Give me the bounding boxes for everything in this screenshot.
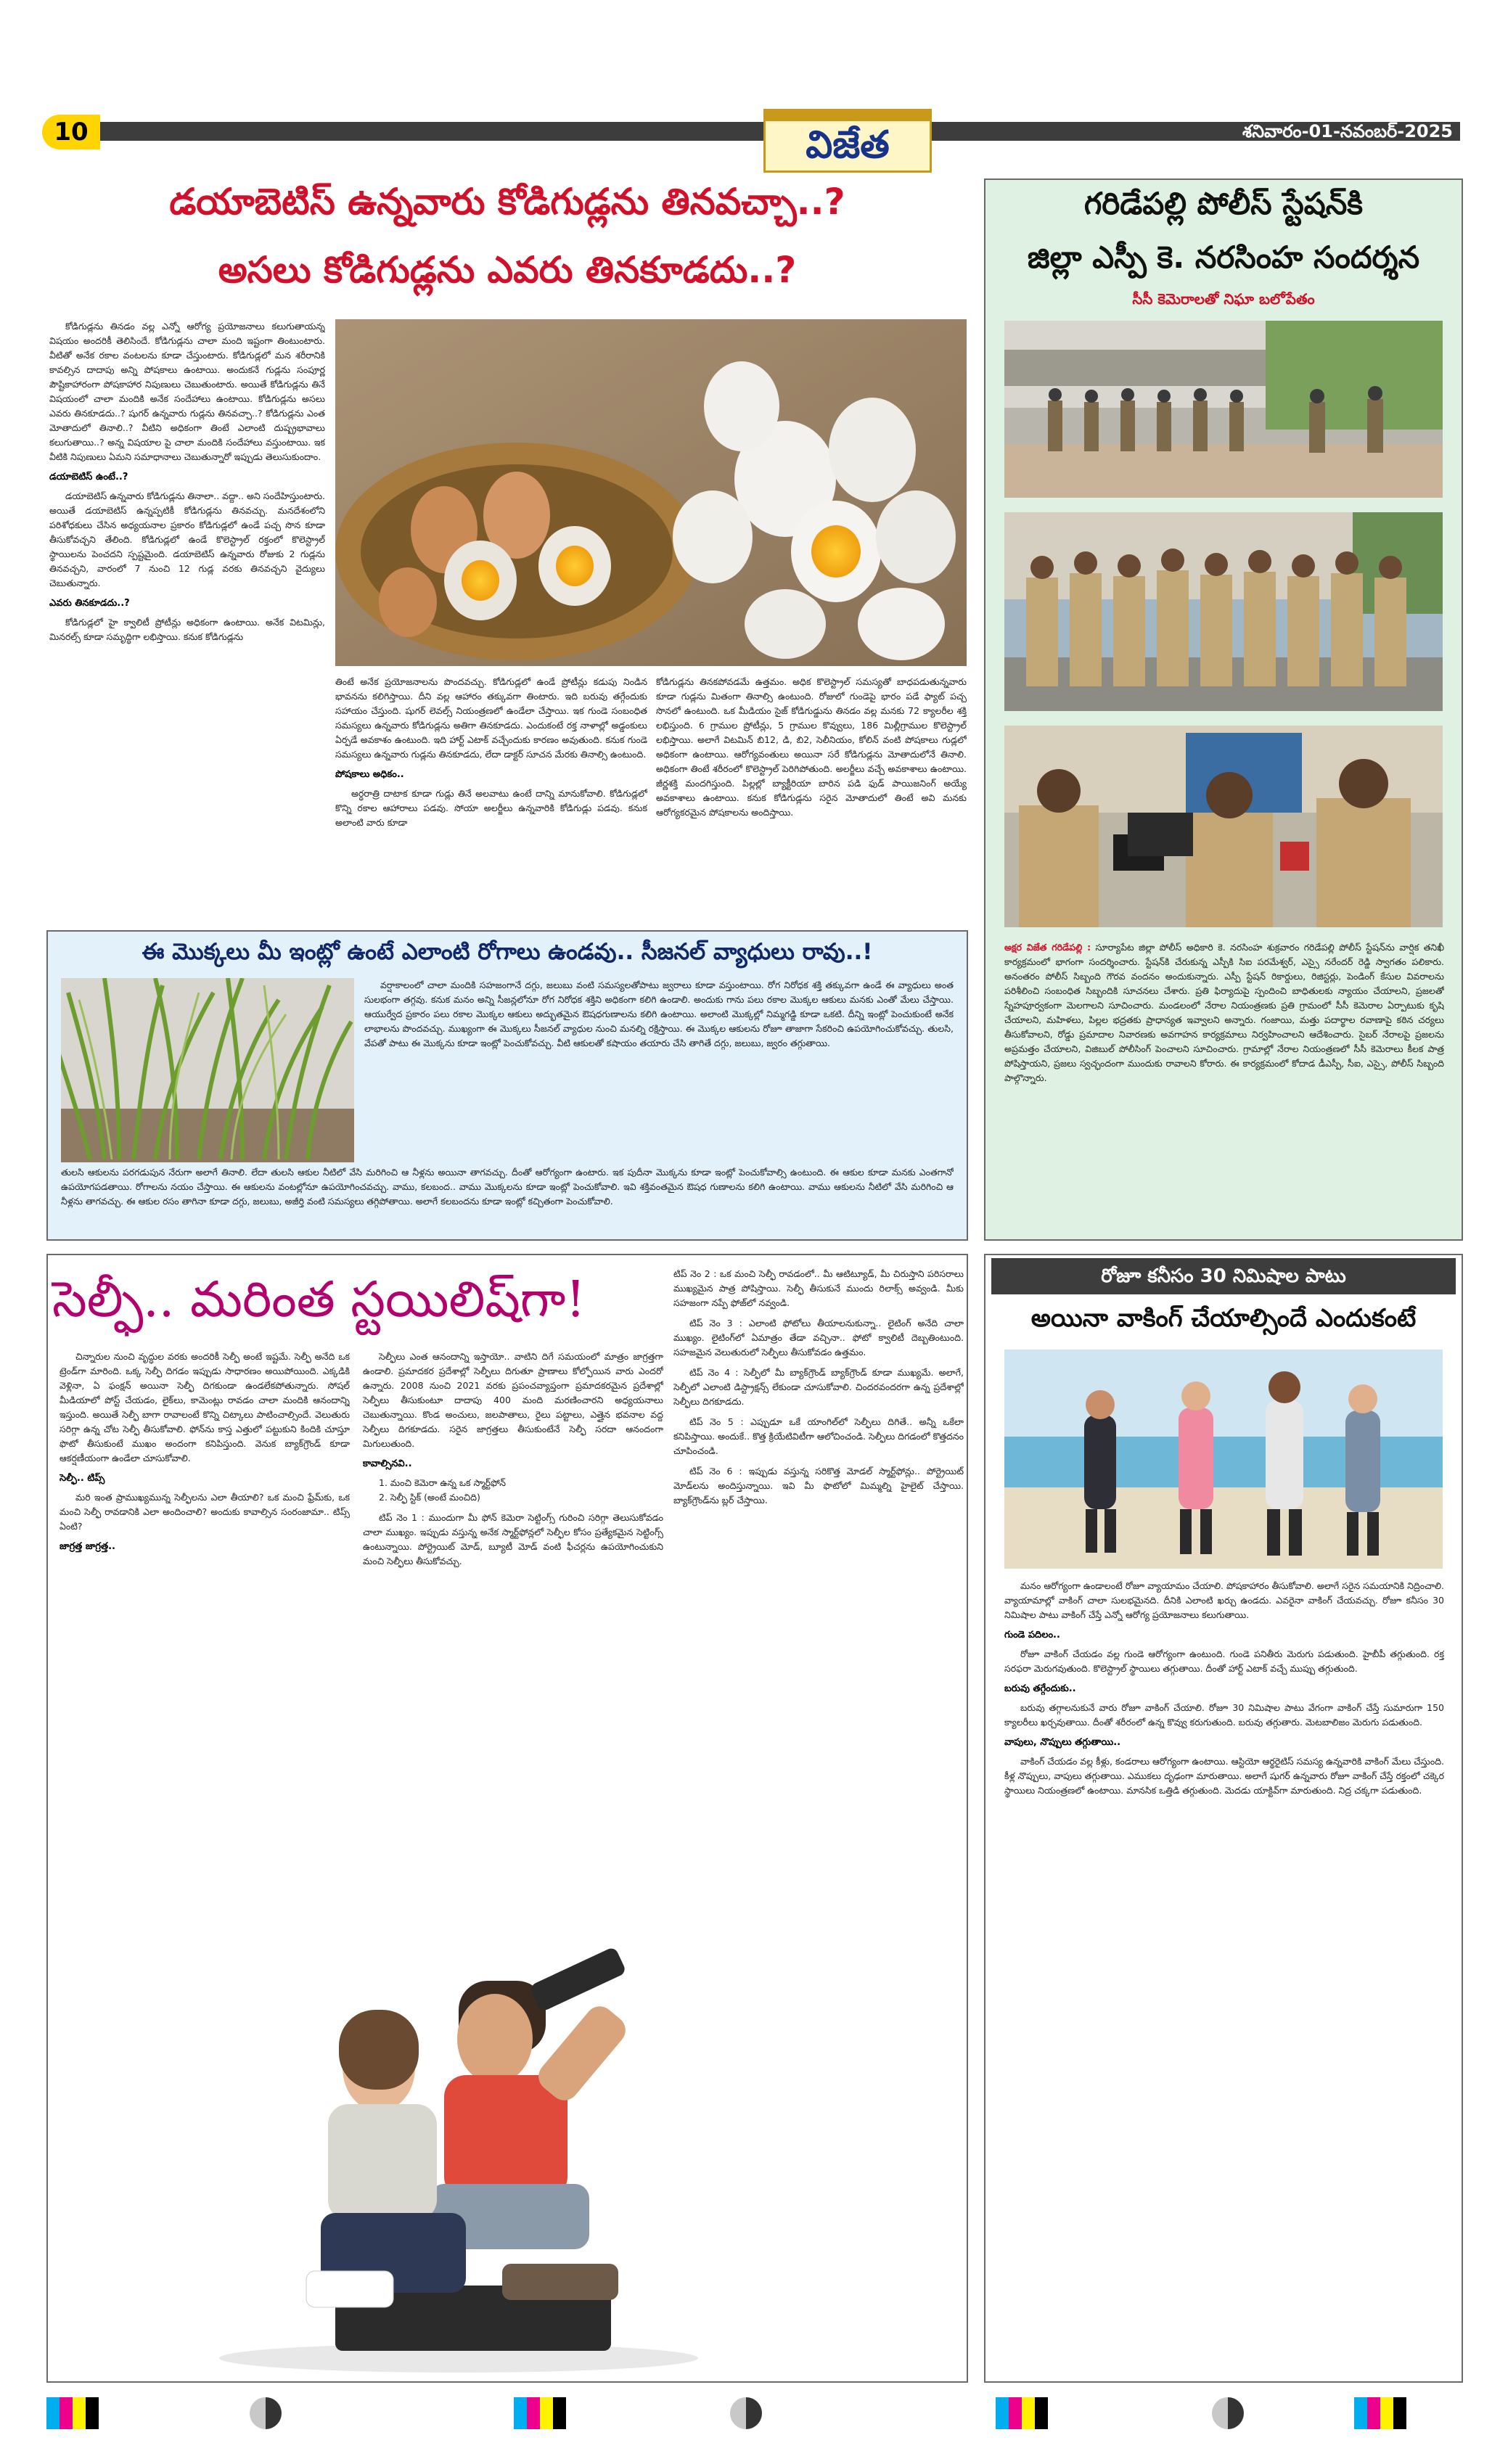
egg-sub-nutrients: పోషకాలు అధికం.. bbox=[335, 769, 404, 780]
egg-col2-text: తింటే అనేక ప్రయోజనాలను పొందవచ్చు. కోడిగుడ్లలో ఉండే ప్రోటీన్లు కడుపు నిండిన భావనను కలిగిస్తాయి. దీని వల్ల ఆహారం తక్కువగా తింటారు. ఇది బరువు తగ్గేందుకు సహాయం చేస్తుంది. షుగర్ లెవల్స్ నియంత్రణలో ఉండేలా చేస్తాయి. ఇక గుండె సంబంధిత సమస్యలు ఉన్నవారు కోడిగుడ్లను అతిగా తినకూడదు. ఎందుకంటే రక్త నాళాల్లో అడ్డంకులు ఏర్పడే అవకాశం ఉంటుంది. ఇది హార్ట్ ఎటాక్ వచ్చేందుకు కారణం అవుతుంది. కనుక గుండె సమస్యలు ఉన్నవారు గుడ్లను తినకూడదు, లేదా డాక్టర్ సూచన మేరకు తినాల్సి ఉంటుంది. bbox=[335, 676, 647, 760]
walking-sub-pain: వాపులు, నొప్పులు తగ్గుతాయి.. bbox=[1004, 1737, 1121, 1748]
eggs-photo bbox=[335, 319, 967, 666]
police-subhead: సీసీ కెమెరాలతో నిఘా బలోపేతం bbox=[1132, 290, 1315, 308]
egg-intro: కోడిగుడ్లను తినడం వల్ల ఎన్నో ఆరోగ్య ప్రయోజనాలు కలుగుతాయన్న విషయం అందరికీ తెలిసిందే. కోడిగుడ్లను చాలా మంది ఇష్టంగా తింటుంటారు. వీటితో అనేక రకాల వంటలను కూడా చేస్తుంటారు. కోడిగుడ్లలో మన శరీరానికి కావల్సిన దాదాపు అన్ని పోషకాలు ఉంటాయి. అందుకనే గుడ్లను సంపూర్ణ పౌష్టికాహారంగా పోషకాహార నిపుణులు చెబుతుంటారు. అయితే కోడిగుడ్లను తినే విషయంలో చాలా మందికి అనేక సందేహాలు ఉంటాయి. కోడిగుడ్లను అసలు ఎవరు తినకూడదు..? షుగర్ ఉన్నవారు గుడ్లను తినవచ్చా..? కోడిగుడ్లను ఎంత మోతాదులో తినాలి..? వీటిని అధికంగా తింటే ఎలాంటి దుష్ప్రభావాలు కలుగుతాయి..? అన్న విషయాల పై చాలా మందికి సందేహాలు వస్తుంటాయి. ఇక వీటికి నిపుణులు ఏమని సమాధానాలు చెబుతున్నారో ఇప్పుడు తెలుసుకుందాం. bbox=[49, 321, 325, 462]
police-dateline: అక్షర విజేత గరిడేపల్లి : bbox=[1004, 942, 1091, 953]
registration-dot-2 bbox=[730, 2397, 762, 2429]
page-number: 10 bbox=[42, 115, 100, 149]
egg-who-not-text: కోడిగుడ్లలో హై క్వాలిటీ ప్రోటీన్లు అధికంగా ఉంటాయి. అనేక విటమిన్లు, మినరల్స్ కూడా సమృద్ధిగా లభిస్తాయి. కనుక కోడిగుడ్లను bbox=[49, 617, 325, 642]
walking-weight-text: బరువు తగ్గాలనుకునే వారు రోజూ వాకింగ్ చేయాలి. రోజూ 30 నిమిషాల పాటు వేగంగా వాకింగ్ చేస్తే సుమారుగా 150 క్యాలరీలు ఖర్చవుతాయి. దీంతో శరీరంలో ఉన్న కొవ్వు కరుగుతుంది. బరువు తగ్గుతారు. మెటబాలిజం మెరుగు పడుతుంది. bbox=[1004, 1702, 1444, 1728]
header-bar-left bbox=[46, 122, 763, 141]
police-body-text: సూర్యాపేట జిల్లా పోలీస్ అధికారి కె. నరసింహ శుక్రవారం గరిడేపల్లి పోలీస్ స్టేషన్‌ను వార్షిక తనిఖీ కార్యక్రమంలో భాగంగా సందర్శించారు. స్టేషన్‌కి చేరుకున్న ఎస్పీకి సిఐ పరమేశ్వర్, ఎస్సై నరేందర్ రెడ్డి స్వాగతం పలికారు. అనంతరం పోలీస్ సిబ్బంది గౌరవ వందనం అందుకున్నారు. ఎస్పీ స్టేషన్ రికార్డులు, రిజిస్టర్లు, పెండింగ్ కేసుల వివరాలను పరిశీలించి సంబంధిత సిబ్బందికి సూచనలు చేశారు. ప్రతి ఫిర్యాదుపై స్పందించి బాధితులకు న్యాయం చేయాలని, ప్రజలతో స్నేహపూర్వకంగా మెలగాలని సూచించారు. మండలంలో నేరాల నియంత్రణకు ప్రతి గ్రామంలో సీసీ కెమెరాల ఏర్పాటుకు కృషి చేయాలని, మహిళలు, పిల్లల భద్రతకు ప్రాధాన్యత ఇవ్వాలని అన్నారు. గంజాయి, మత్తు పదార్థాల రవాణాపై కఠిన చర్యలు తీసుకోవాలని, రోడ్డు ప్రమాదాల నివారణకు అవగాహన కార్యక్రమాలు నిర్వహించాలని ఆదేశించారు. సైబర్ నేరాలపై ప్రజలను అప్రమత్తం చేయాలని, విజిబుల్ పోలీసింగ్ పెంచాలని సూచించారు. గ్రామాల్లో నేరాల నియంత్రణలో సీసీ కెమెరాలు కీలక పాత్ర పోషిస్తాయని, ప్రజలు స్వచ్ఛందంగా ముందుకు రావాలని కోరారు. ఈ కార్యక్రమంలో కోదాడ డీఎస్పీ, సీఐ, ఎస్సై, పోలీస్ సిబ్బంది పాల్గొన్నారు. bbox=[1004, 942, 1444, 1083]
selfie-tip-3: టిప్ నెం 3 : ఎలాంటి ఫోటోలు తీయాలనుకున్నా.. లైటింగ్ అనేది చాలా ముఖ్యం. లైటింగ్‌లో ఏమాత్రం తేడా వచ్చినా.. ఫోటో క్వాలిటీ దెబ్బతింటుంది. సహజమైన వెలుతురులో సెల్ఫీలు తీసుకోవడం ఉత్తమం. bbox=[673, 1318, 964, 1358]
walking-sub-weight: బరువు తగ్గేందుకు.. bbox=[1004, 1683, 1076, 1694]
police-body bbox=[1004, 940, 1444, 1231]
registration-bar-1 bbox=[46, 2397, 99, 2429]
walking-heart-text: రోజూ వాకింగ్ చేయడం వల్ల గుండె ఆరోగ్యంగా ఉంటుంది. గుండె పనితీరు మెరుగు పడుతుంది. హైబీపీ తగ్గుతుంది. రక్త సరఫరా మెరుగవుతుంది. కొలెస్ట్రాల్ స్థాయిలు తగ్గుతాయి. దీంతో హార్ట్ ఎటాక్ వచ్చే ముప్పు తగ్గుతుంది. bbox=[1004, 1648, 1444, 1674]
masthead-logo bbox=[763, 109, 932, 173]
egg-headline-2: అసలు కోడిగుడ్లను ఎవరు తినకూడదు..? bbox=[218, 249, 797, 291]
walking-pain-text: వాకింగ్ చేయడం వల్ల కీళ్లు, కండరాలు ఆరోగ్యంగా ఉంటాయి. ఆస్టియో ఆర్థరైటిస్ సమస్య ఉన్నవారికి వాకింగ్ మేలు చేస్తుంది. కీళ్ల నొప్పులు, వాపులు తగ్గుతాయి. ఎముకలు దృఢంగా మారుతాయి. అలాగే షుగర్ ఉన్నవారు రోజూ వాకింగ్ చేస్తే రక్తంలో చక్కెర స్థాయిలు నియంత్రణలో ఉంటాయి. మానసిక ఒత్తిడి తగ్గుతుంది. మెదడు యాక్టివ్‌గా మారుతుంది. నిద్ర చక్కగా పడుతుంది. bbox=[1004, 1756, 1444, 1796]
egg-headline-1: డయాబెటిస్ ఉన్నవారు కోడిగుడ్లను తినవచ్చా..? bbox=[169, 181, 845, 223]
egg-sub-who-not: ఎవరు తినకూడదు..? bbox=[49, 598, 130, 609]
registration-dot-3 bbox=[1212, 2397, 1244, 2429]
registration-bar-4 bbox=[1354, 2397, 1406, 2429]
egg-col2-text-2: అర్ధరాత్రి దాటాక కూడా గుడ్లు తినే అలవాటు ఉంటే దాన్ని మానుకోవాలి. కోడిగుడ్లలో కొన్ని రకాల ఆహారాలు పడవు. సోయా అలర్జీలు ఉన్నవారికి కోడిగుడ్లు పడవు. కనుక అలాంటి వారు కూడా bbox=[335, 788, 647, 828]
egg-diabetes-text: డయాబెటిస్ ఉన్నవారు కోడిగుడ్లను తినాలా.. వద్దా.. అని సందేహిస్తుంటారు. అయితే డయాబెటిస్ ఉన్నప్పటికీ కోడిగుడ్లను తినవచ్చు. మనదేశంలోని పరిశోధకులు చేసిన అధ్యయనాల ప్రకారం కోడిగుడ్లలో ఉండే పచ్చ సొన కూడా తీసుకోవచ్చని తేలింది. కోడిగుడ్లలో ఉండే కొలెస్ట్రాల్ రక్తంలో కొలెస్ట్రాల్ స్థాయిలను పెంచదని స్పష్టమైంది. డయాబెటిస్ ఉన్నవారు రోజుకు 2 గుడ్లను తినవచ్చని, వారంలో 7 నుంచి 12 గుడ్ల వరకు తినవచ్చని వైద్యులు చెబుతున్నారు. bbox=[49, 490, 325, 588]
egg-column-2 bbox=[335, 675, 647, 914]
egg-column-3 bbox=[656, 675, 967, 914]
selfie-intro: చిన్నారుల నుంచి వృద్ధుల వరకు అందరికీ సెల్ఫీ అంటే ఇష్టమే. సెల్ఫీ అనేది ఒక ట్రెండ్‌గా మారింది. ఒక్క సెల్ఫీ దిగడం ఇప్పుడు సాధారణం అయిపోయింది. ఎక్కడికి వెళ్లినా, ఏ ఫంక్షన్ అయినా సెల్ఫీ దిగకుండా ఉండలేకపోతున్నారు. సోషల్ మీడియాలో పోస్ట్ చేయడం, లైక్‌లు, కామెంట్లు రావడం చాలా మందికి ఆనందాన్ని ఇస్తుంది. అయితే సెల్ఫీ బాగా రావాలంటే కొన్ని చిట్కాలు పాటించాల్సిందే. వెలుతురు సరిగ్గా ఉన్న చోట సెల్ఫీ తీసుకోవాలి. ఫోన్‌ను కాస్త ఎత్తులో పట్టుకుని కిందికి చూస్తూ ఫొటో తీసుకుంటే ముఖం అందంగా కనిపిస్తుంది. వెనుక బ్యాక్‌గ్రౌండ్ కూడా ఆకర్షణీయంగా ఉండేలా చూసుకోవాలి. bbox=[60, 1351, 350, 1463]
selfie-list-2: 2. సెల్ఫీ స్టిక్ (అంటే మంచిది) bbox=[379, 1492, 480, 1503]
selfie-column-2 bbox=[363, 1350, 663, 1915]
selfie-tip-4: టిప్ నెం 4 : సెల్ఫీలో మీ బ్యాక్‌గ్రౌండ్ బ్యాక్‌గ్రౌండ్ కూడా ముఖ్యమే. అలాగే, సెల్ఫీలో ఎలాంటి డిస్ట్రాక్షన్స్ లేకుండా చూసుకోవాలి. చిందరవందరగా ఉన్న ప్రదేశాల్లో సెల్ఫీలు దిగకూడదు. bbox=[673, 1367, 964, 1407]
selfie-tip-2: టిప్ నెం 2 : ఒక మంచి సెల్ఫీ రావడంలో.. మీ ఆటిట్యూడ్, మీ చిరుస్తాని పరిసరాలు ముఖ్యమైన పాత్ర పోషిస్తాయి. సెల్ఫీ తీసుకునే ముందు రిలాక్స్ అవ్వండి. మీకు సహజంగా నప్పే ఫోజ్‌లో నవ్వండి. bbox=[673, 1268, 964, 1308]
police-headline-1: గరిడేపల్లి పోలీస్ స్టేషన్‌కి bbox=[1083, 186, 1364, 221]
masthead-text: విజేత bbox=[806, 123, 890, 167]
walking-headline-2: అయినా వాకింగ్ చేయాల్సిందే ఎందుకంటే bbox=[1030, 1304, 1417, 1333]
walking-intro: మనం ఆరోగ్యంగా ఉండాలంటే రోజూ వ్యాయామం చేయాలి. పోషకాహారం తీసుకోవాలి. అలాగే సరైన సమయానికి నిద్రించాలి. వ్యాయామాల్లో వాకింగ్ చాలా సులభమైనది. దీనికి ఎలాంటి ఖర్చు ఉండదు. ఎవరైనా వాకింగ్ చేయవచ్చు. రోజూ కనీసం 30 నిమిషాల పాటు వాకింగ్ చేస్తే ఎన్నో ఆరోగ్య ప్రయోజనాలు కలుగుతాయి. bbox=[1004, 1580, 1444, 1620]
lemongrass-photo bbox=[61, 978, 354, 1162]
police-photo-group bbox=[1004, 512, 1443, 711]
selfie-list-1: 1. మంచి కెమెరా ఉన్న ఒక స్మార్ట్‌ఫోన్ bbox=[379, 1477, 507, 1488]
egg-column-1 bbox=[49, 319, 325, 911]
selfie-col2-text: సెల్ఫీలు ఎంత ఆనందాన్ని ఇస్తాయో.. వాటిని దిగే సమయంలో మాత్రం జాగ్రత్తగా ఉండాలి. ప్రమాదకర ప్రదేశాల్లో సెల్ఫీలు దిగుతూ ప్రాణాలు కోల్పోయిన వారు ఎందరో ఉన్నారు. 2008 నుంచి 2021 వరకు ప్రపంచవ్యాప్తంగా ప్రమాదకరమైన ప్రదేశాల్లో సెల్ఫీలు తీసుకుంటూ దాదాపు 400 మంది మరణించారని అధ్యయనాలు చెబుతున్నాయి. కొండ అంచులు, జలపాతాలు, రైలు పట్టాలు, ఎత్తైన భవనాల వద్ద సెల్ఫీలు దిగకూడదు. సరైన జాగ్రత్తలు తీసుకుంటేనే సెల్ఫీ సరదా ఆనందంగా మిగులుతుంది. bbox=[363, 1351, 663, 1449]
walking-photo bbox=[1004, 1350, 1443, 1569]
plant-body-bottom: తులసి ఆకులను పరగడుపున నేరుగా అలాగే తినాలి. లేదా తులసి ఆకుల నీటిలో వేసి మరిగించి ఆ నీళ్లను అయినా తాగవచ్చు. దీంతో ఆరోగ్యంగా ఉంటారు. ఇక పుదీనా మొక్కను కూడా ఇంట్లో పెంచుకోవాల్సి ఉంటుంది. ఈ ఆకుల కూడా మనకు ఎంతగానో ఉపయోగపడతాయి. రోగాలను నయం చేస్తాయి. ఈ ఆకులను వంటల్లోనూ ఉపయోగించవచ్చు. వాము, కలబంద.. వాము మొక్కలను కూడా ఇంట్లో పెంచుకోవాలి. ఇవి శక్తివంతమైన ఔషధ గుణాలను కలిగి ఉంటాయి. వాము ఆకులను నీటిలో వేసి మరిగించి ఆ నీళ్లను తాగవచ్చు. ఈ ఆకుల రసం తాగినా కూడా దగ్గు, జలుబు, అజీర్తి వంటి సమస్యలు తగ్గిపోతాయి. అలాగే కలబందను కూడా ఇంట్లో కచ్చితంగా పెంచుకోవాలి. bbox=[61, 1167, 954, 1207]
selfie-sub-tips: సెల్ఫీ.. టిప్స్ bbox=[60, 1473, 105, 1484]
registration-dot-1 bbox=[250, 2397, 282, 2429]
selfie-tips-intro: మరి ఇంత ప్రాముఖ్యమున్న సెల్ఫీలను ఎలా తీయాలి? ఒక మంచి ఫ్రేమ్‌కు, ఒక మంచి సెల్ఫీ రావడానికి ఎలా అందించాలి? అందుకు కావాల్సిన సంరంజామా.. టిప్స్ ఏంటి? bbox=[60, 1492, 350, 1532]
plant-headline: ఈ మొక్కలు మీ ఇంట్లో ఉంటే ఎలాంటి రోగాలు ఉండవు.. సీజనల్ వ్యాధులు రావు..! bbox=[142, 939, 873, 965]
egg-sub-diabetes: డయాబెటిస్ ఉంటే..? bbox=[49, 472, 128, 482]
issue-date: శనివారం-01-నవంబర్-2025 bbox=[1242, 121, 1453, 141]
plant-body-right: వర్షాకాలంలో చాలా మందికి సహజంగానే దగ్గు, జలుబు వంటి సమస్యలతోపాటు జ్వరాలు కూడా వస్తుంటాయి. రోగ నిరోధక శక్తి తక్కువగా ఉండే ఈ వ్యాధులు అంత సులభంగా తగ్గవు. కనుక మనం అన్ని సీజన్లలోనూ రోగ నిరోధక శక్తిని అధికంగా కలిగి ఉండాలి. అందుకు గాను పలు రకాల మొక్కల ఆకులు మనకు ఎంతో మేలు చేస్తాయి. ఆయుర్వేద ప్రకారం పలు రకాల మొక్కల ఆకులు అద్భుతమైన ఔషధగుణాలను కలిగి ఉంటాయి. అలాంటి మొక్కల్లో నిమ్మగడ్డి కూడా ఒకటి. దీన్ని ఇంట్లో పెంచుకుంటే అనేక లాభాలను పొందవచ్చు. ముఖ్యంగా ఈ మొక్కలు సీజనల్ వ్యాధుల నుంచి మనల్ని రక్షిస్తాయి. ఈ మొక్కల ఆకులను రోజూ తాజాగా సేకరించి ఉపయోగించుకోవచ్చు. తులసి, వేపతో పాటు ఈ మొక్కను కూడా ఇంట్లో పెంచుకోవచ్చు. వీటి ఆకులతో కషాయం తయారు చేసి తాగితే దగ్గు, జలుబు, జ్వరం తగ్గుతాయి. bbox=[364, 980, 954, 1048]
selfie-column-3 bbox=[673, 1267, 964, 1915]
selfie-tip-6: టిప్ నెం 6 : ఇప్పుడు వస్తున్న సరికొత్త మోడల్ స్మార్ట్‌ఫోన్లు.. పోర్ట్రెయిట్ మోడ్‌లను అందిస్తున్నాయి. ఇవి మీ ఫొటోలో మిమ్మల్ని హైలైట్ చేస్తాయి. బ్యాక్‌గ్రౌండ్‌ను బ్లర్ చేస్తాయి. bbox=[673, 1466, 964, 1506]
registration-bar-2 bbox=[514, 2397, 566, 2429]
police-headline-2: జిల్లా ఎస్పీ కె. నరసింహ సందర్శన bbox=[1027, 239, 1420, 275]
police-photo-parade bbox=[1004, 321, 1443, 498]
police-photo-press bbox=[1004, 726, 1443, 927]
selfie-tip-1: టిప్ నెం 1 : ముందుగా మీ ఫోన్ కెమెరా సెట్టింగ్స్ గురించి సరిగ్గా తెలుసుకోవడం చాలా ముఖ్యం. ఇప్పుడు వస్తున్న అనేక స్మార్ట్‌ఫోన్లలో సెల్ఫీల కోసం ప్రత్యేకమైన సెట్టింగ్స్ ఉంటున్నాయి. పోర్ట్రెయిట్ మోడ్, బ్యూటీ మోడ్ వంటి ఫీచర్లను ఉపయోగించుకుని మంచి సెల్ఫీలు తీసుకోవచ్చు. bbox=[363, 1512, 663, 1566]
selfie-sub-needed: కావాల్సినవి.. bbox=[363, 1458, 412, 1469]
walking-body bbox=[1004, 1579, 1444, 2377]
selfie-sub-careful: జాగ్రత్త జాగ్రత్త.. bbox=[60, 1541, 115, 1552]
selfie-column-1 bbox=[60, 1350, 350, 1915]
selfie-headline: సెల్ఫీ.. మరింత స్టయిలిష్‌గా! bbox=[52, 1271, 586, 1328]
selfie-couple-photo bbox=[52, 1923, 962, 2377]
egg-col3-text: కోడిగుడ్లను తినకపోవడమే ఉత్తమం. అధిక కొలెస్ట్రాల్ సమస్యతో బాధపడుతున్నవారు కూడా గుడ్లను మితంగా తినాల్సి ఉంటుంది. రోజులో గుండెపై భారం పడే ఫ్యాట్ పచ్చ సొనలో ఉంటుంది. ఒక మీడియం సైజ్ కోడిగుడ్డును తినడం వల్ల మనకు 72 క్యాలరీల శక్తి లభిస్తుంది. 6 గ్రాముల ప్రోటీన్లు, 5 గ్రాముల కొవ్వులు, 186 మిల్లీగ్రాముల కొలెస్ట్రాల్ లభిస్తాయి. అలాగే విటమిన్ బి12, డి, బి2, సెలీనియం, కోలిన్ వంటి పోషకాలు గుడ్లలో అధికంగా ఉంటాయి. ఆరోగ్యవంతులు అయినా సరే కోడిగుడ్లను మోతాదులోనే తినాలి. అధికంగా తింటే శరీరంలో కొలెస్ట్రాల్ పెరిగిపోతుంది. అలర్జీలు వచ్చే అవకాశాలు ఉంటాయి. జీర్ణశక్తి మందగిస్తుంది. పిల్లల్లో బ్యాక్టీరియా బారిన పడి ఫుడ్ పాయిజనింగ్ అయ్యే అవకాశాలు ఉంటాయి. కనుక కోడిగుడ్లను సరైన మోతాదులో తింటే అవి మనకు ఆరోగ్యకరమైన పోషకాలను అందిస్తాయి. bbox=[656, 676, 967, 818]
registration-bar-3 bbox=[996, 2397, 1048, 2429]
walking-headline-1: రోజూ కనీసం 30 నిమిషాల పాటు bbox=[991, 1258, 1456, 1294]
selfie-tip-5: టిప్ నెం 5 : ఎప్పుడూ ఒకే యాంగిల్‌లో సెల్ఫీలు దిగితే.. అన్నీ ఒకేలా కనిపిస్తాయి. అందుకే.. కొత్త క్రియేటివిటీగా ఆలోచించండి. సెల్ఫీలు దిగడంలో కొత్తదనం చూపించండి. bbox=[673, 1416, 964, 1456]
walking-sub-heart: గుండె పదిలం.. bbox=[1004, 1630, 1060, 1640]
